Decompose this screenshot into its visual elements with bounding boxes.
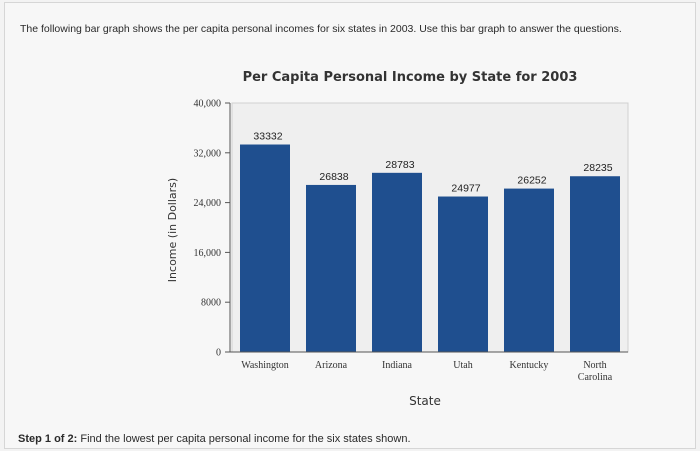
x-tick-label: Carolina — [577, 372, 613, 383]
step-instruction — [18, 433, 411, 445]
x-axis-label: State — [409, 394, 441, 408]
data-label: 28783 — [385, 158, 415, 171]
bar-north-carolina — [570, 176, 620, 352]
y-tick-label: 0 — [216, 347, 221, 359]
data-label: 26252 — [517, 174, 547, 187]
y-tick-label: 16,000 — [193, 247, 221, 259]
y-tick-label: 24,000 — [193, 198, 221, 210]
data-label: 24977 — [451, 182, 481, 195]
intro-text: The following bar graph shows the per capita personal incomes for six states in 2003. Use this bar graph to answer the questions. — [20, 23, 622, 35]
plot-area — [232, 103, 628, 352]
y-tick-label: 32,000 — [193, 148, 221, 160]
data-label: 28235 — [583, 162, 613, 175]
bar-utah — [438, 197, 488, 352]
data-label: 26838 — [319, 170, 349, 183]
x-tick-label: Washington — [241, 360, 289, 371]
y-axis-label: Income (in Dollars) — [166, 177, 179, 283]
bar-arizona — [306, 185, 356, 352]
x-tick-label: Utah — [453, 360, 473, 371]
x-tick-label: North — [583, 360, 607, 371]
bar-washington — [240, 145, 290, 352]
x-tick-label: Arizona — [314, 360, 348, 371]
y-tick-label: 8000 — [201, 297, 221, 309]
y-tick-label: 40,000 — [193, 98, 221, 110]
x-axis — [230, 352, 628, 383]
x-tick-label: Indiana — [382, 360, 412, 371]
step-text: Find the lowest per capita personal income for the six states shown. — [80, 433, 411, 445]
bar-kentucky — [504, 189, 554, 352]
bar-indiana — [372, 173, 422, 352]
y-axis — [194, 99, 231, 359]
x-tick-label: Kentucky — [509, 360, 549, 371]
chart-title: Per Capita Personal Income by State for 2003 — [242, 70, 578, 85]
data-label: 33332 — [253, 130, 283, 143]
step-label: Step 1 of 2: — [18, 433, 78, 445]
